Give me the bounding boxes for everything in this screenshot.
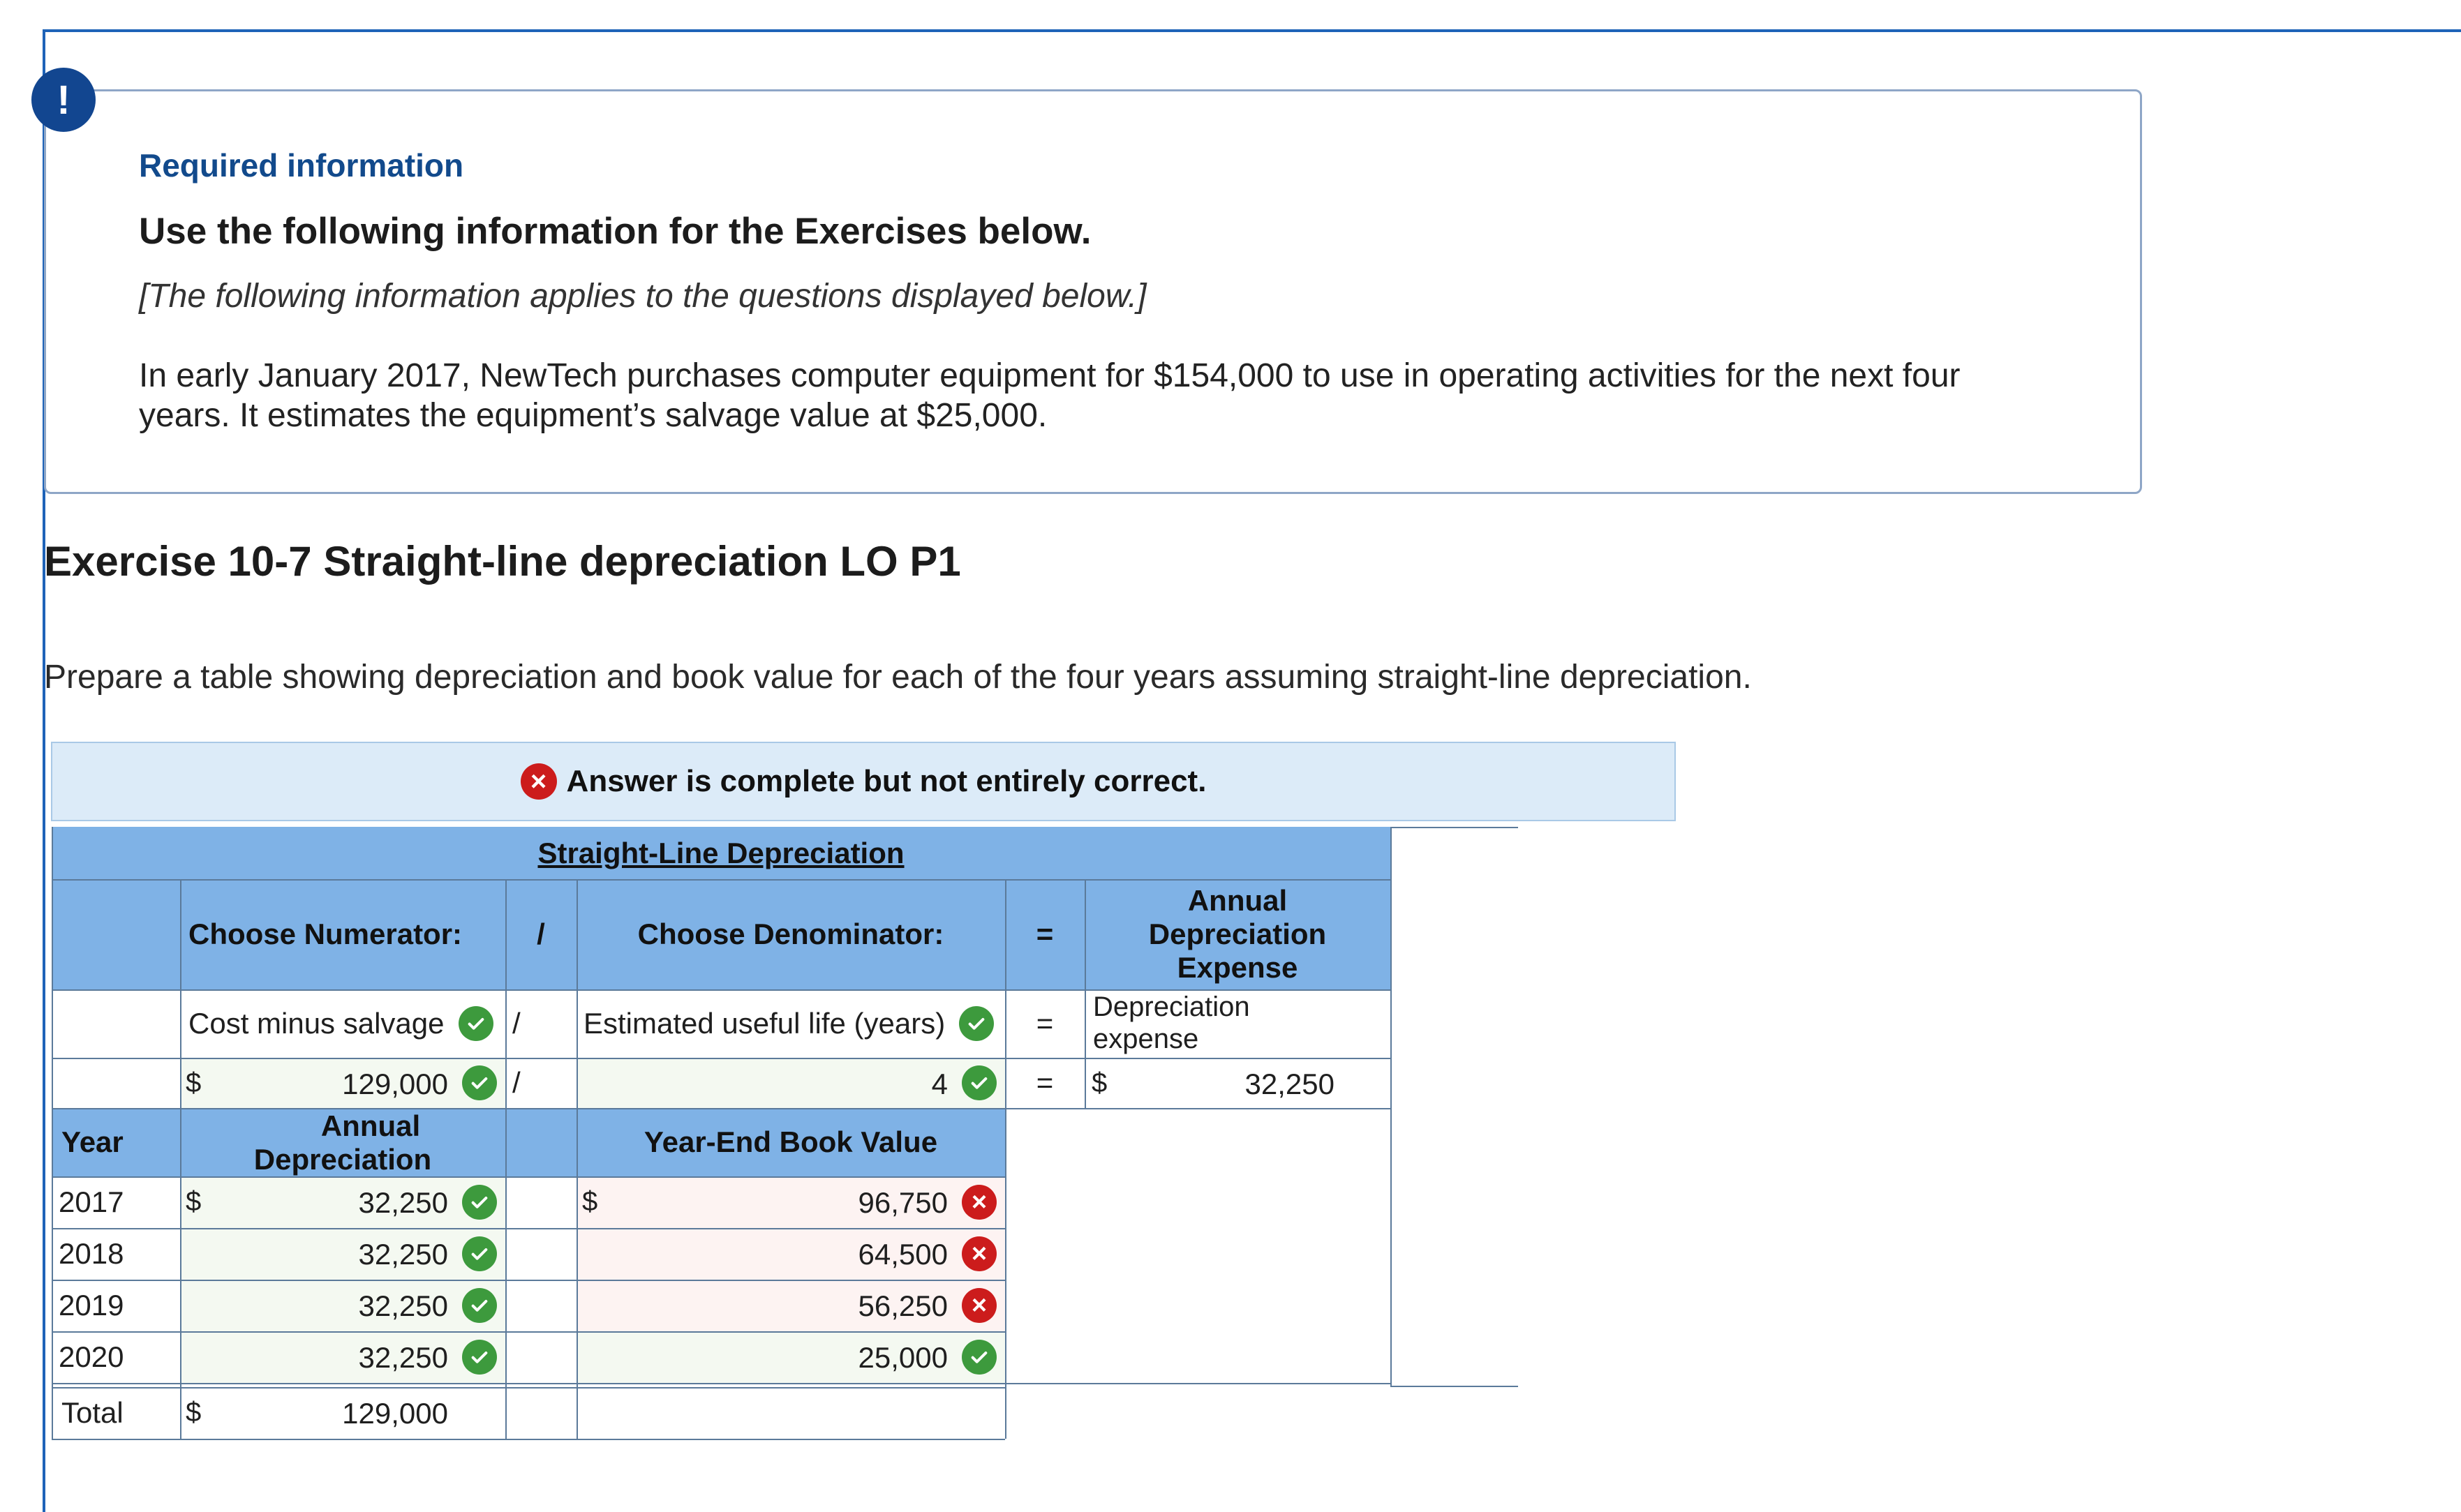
alert-icon: ! — [31, 68, 96, 132]
grid-line — [505, 879, 507, 1439]
check-circle-icon — [962, 1065, 997, 1100]
exercise-title: Exercise 10-7 Straight-line depreciation LO P1 — [44, 538, 961, 585]
denominator-input[interactable] — [577, 1058, 1005, 1108]
depreciation-value: 32,250 — [358, 1238, 448, 1271]
caption-rule — [1390, 827, 1518, 828]
table-caption-text: Straight-Line Depreciation — [537, 836, 905, 869]
result-header — [1085, 879, 1390, 989]
result-label-line-1: Depreciation — [1093, 991, 1250, 1022]
grid-line — [52, 989, 1390, 991]
depreciation-value: 32,250 — [358, 1289, 448, 1322]
check-circle-icon — [459, 1006, 493, 1041]
divide-header: / — [505, 879, 577, 989]
book-value: 56,250 — [858, 1289, 948, 1322]
year-header: Year — [52, 1108, 180, 1176]
book-value: 25,000 — [858, 1341, 948, 1374]
depreciation-input[interactable] — [180, 1228, 505, 1280]
annual-depreciation-header — [180, 1108, 505, 1176]
year-cell: 2019 — [59, 1289, 124, 1322]
equals-sign: = — [1036, 1066, 1054, 1099]
book-value-input[interactable] — [577, 1228, 1005, 1280]
depreciation-input[interactable] — [180, 1176, 505, 1228]
scenario-line-2: years. It estimates the equipment’s salvage value at $25,000. — [139, 397, 1048, 434]
denominator-select[interactable] — [577, 989, 1005, 1058]
grid-line — [52, 827, 53, 1439]
grid-line — [52, 1387, 1005, 1389]
numerator-value: 129,000 — [342, 1068, 448, 1100]
x-circle-icon: × — [962, 1185, 997, 1220]
check-circle-icon — [962, 1340, 997, 1375]
grid-line — [52, 1439, 1005, 1440]
annual-depreciation-header-line-1: Annual — [320, 1109, 421, 1142]
book-value: 96,750 — [858, 1186, 948, 1219]
result-value: 32,250 — [1244, 1068, 1334, 1100]
x-circle-icon: × — [521, 763, 557, 800]
currency-symbol: $ — [582, 1186, 598, 1217]
annual-depreciation-header-line-2: Depreciation — [253, 1143, 432, 1176]
numerator-select[interactable] — [180, 989, 505, 1058]
depreciation-input[interactable] — [180, 1331, 505, 1383]
currency-symbol: $ — [186, 1068, 202, 1098]
grid-line — [1085, 879, 1086, 1108]
result-label — [1085, 989, 1390, 1058]
denominator-select-value: Estimated useful life (years) — [583, 1007, 946, 1040]
grid-line — [52, 1280, 1005, 1281]
book-value: 64,500 — [858, 1238, 948, 1271]
feedback-banner — [51, 742, 1676, 821]
grid-line — [52, 1383, 1390, 1384]
check-circle-icon — [462, 1340, 497, 1375]
denominator-header: Choose Denominator: — [577, 879, 1005, 989]
check-circle-icon — [462, 1236, 497, 1271]
denominator-value: 4 — [931, 1068, 948, 1100]
table-caption — [52, 827, 1390, 879]
grid-line — [52, 1176, 1005, 1178]
result-header-line-3: Expense — [1177, 951, 1298, 984]
book-value-input[interactable] — [577, 1176, 1005, 1228]
result-label-line-2: expense — [1093, 1024, 1199, 1054]
bracket-note: [The following information applies to the questions displayed below.] — [139, 278, 1147, 315]
grid-line — [52, 1331, 1005, 1333]
depreciation-value: 32,250 — [358, 1186, 448, 1219]
numerator-header: Choose Numerator: — [180, 879, 505, 989]
grid-line — [1390, 1386, 1518, 1387]
scenario-text — [139, 356, 2093, 435]
result-header-line-1: Annual — [1187, 884, 1288, 917]
currency-symbol: $ — [1092, 1068, 1108, 1098]
book-value-input[interactable] — [577, 1280, 1005, 1331]
numerator-select-value: Cost minus salvage — [188, 1007, 445, 1040]
year-cell: 2018 — [59, 1237, 124, 1270]
divide-sign: / — [512, 1066, 521, 1099]
header-blank-cell — [52, 879, 180, 989]
use-info-instruction: Use the following information for the Exercises below. — [139, 211, 1092, 252]
feedback-message: Answer is complete but not entirely correct. — [566, 764, 1207, 798]
grid-line — [1390, 827, 1392, 1387]
equals-sign: = — [1036, 1007, 1054, 1040]
grid-line — [52, 1058, 1390, 1059]
depreciation-value: 32,250 — [358, 1341, 448, 1374]
grid-line — [52, 1228, 1005, 1229]
book-value-input[interactable] — [577, 1331, 1005, 1383]
grid-line — [180, 879, 181, 1439]
equals-header: = — [1005, 879, 1085, 989]
result-header-line-2: Depreciation — [1148, 918, 1327, 950]
total-cell — [180, 1387, 505, 1439]
exercise-prompt: Prepare a table showing depreciation and book value for each of the four years assuming straight-line depreciation. — [44, 659, 1752, 696]
year-cell: 2017 — [59, 1185, 124, 1218]
scenario-line-1: In early January 2017, NewTech purchases computer equipment for $154,000 to use in operating activities for the next four — [139, 357, 1961, 394]
check-circle-icon — [462, 1288, 497, 1323]
top-border — [43, 29, 2461, 32]
x-circle-icon: × — [962, 1288, 997, 1323]
grid-line — [1005, 879, 1006, 1439]
total-value: 129,000 — [342, 1397, 448, 1430]
grid-line — [52, 1108, 1390, 1109]
result-value-cell — [1085, 1058, 1390, 1108]
check-circle-icon — [462, 1065, 497, 1100]
divide-sign: / — [512, 1007, 521, 1040]
grid-line — [577, 879, 578, 1439]
check-circle-icon — [462, 1185, 497, 1220]
x-circle-icon: × — [962, 1236, 997, 1271]
currency-symbol: $ — [186, 1186, 202, 1217]
year-cell: 2020 — [59, 1340, 124, 1373]
book-value-header: Year-End Book Value — [577, 1108, 1005, 1176]
numerator-input[interactable] — [180, 1058, 505, 1108]
check-circle-icon — [959, 1006, 994, 1041]
currency-symbol: $ — [186, 1397, 202, 1428]
required-info-title: Required information — [139, 147, 464, 184]
total-label: Total — [61, 1396, 124, 1429]
header-spacer — [505, 1108, 577, 1176]
depreciation-input[interactable] — [180, 1280, 505, 1331]
grid-line — [52, 879, 1390, 881]
